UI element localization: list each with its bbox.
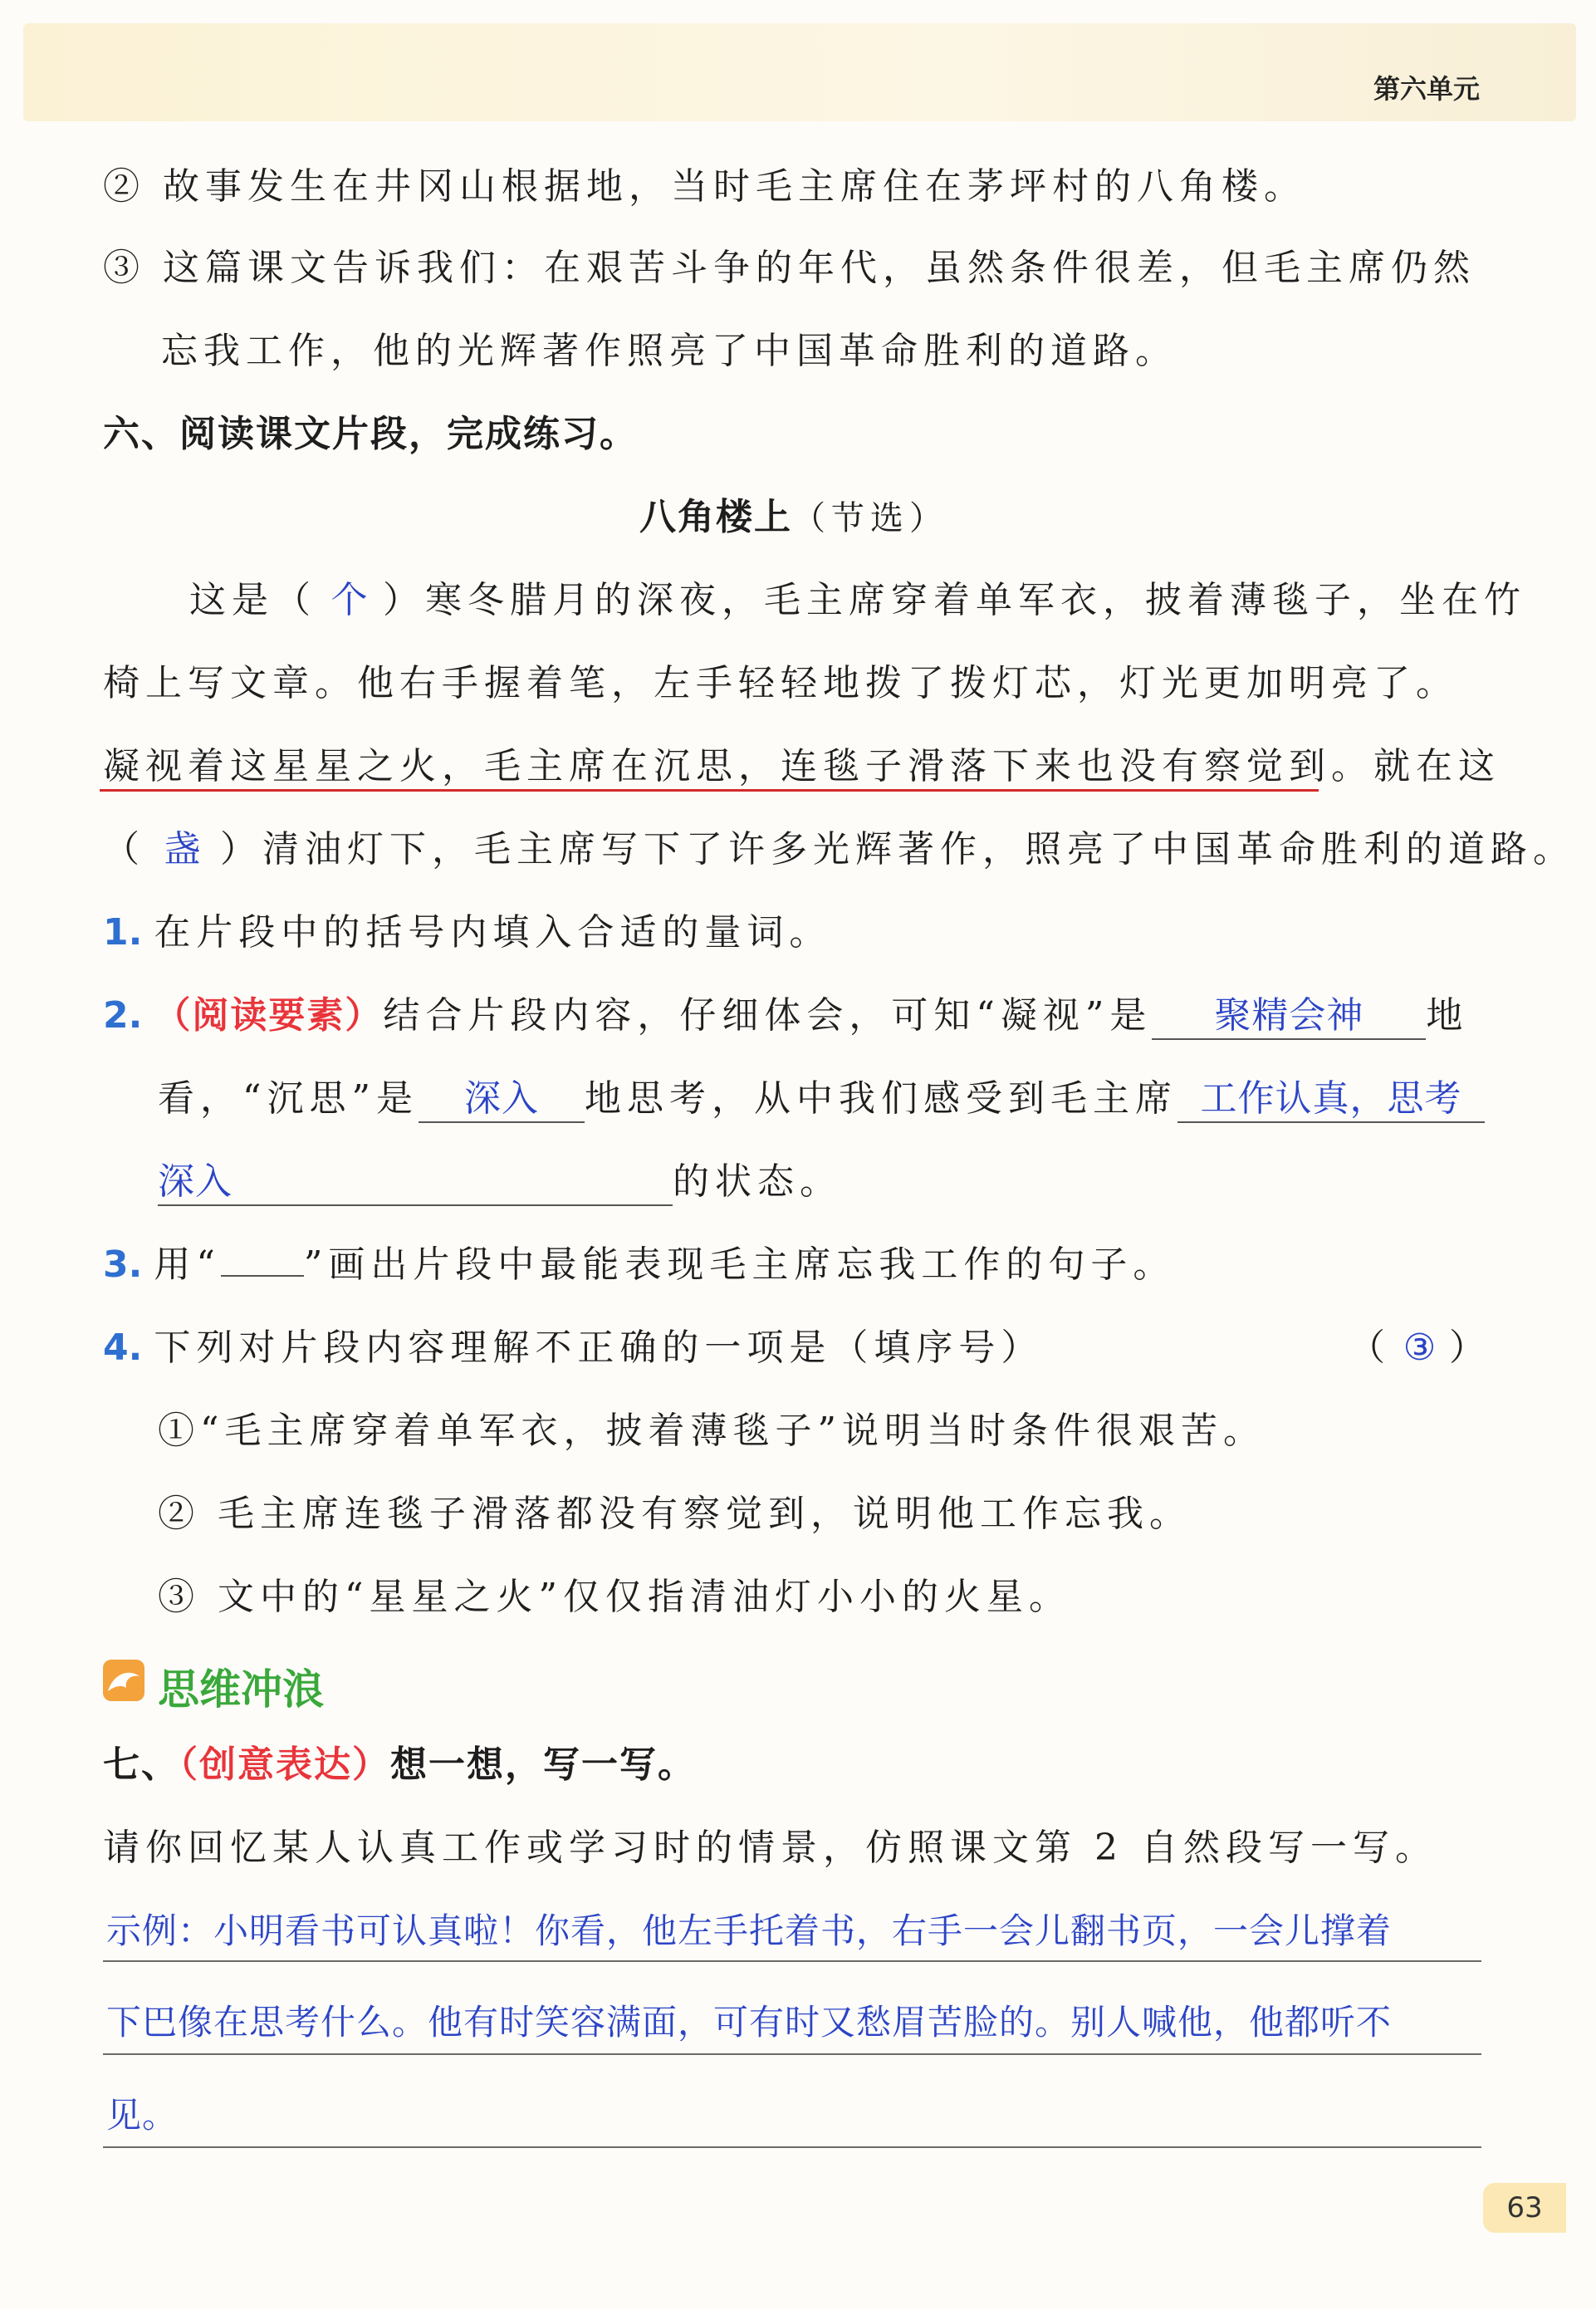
answer-blank-3a: 工作认真，思考 [1177, 1068, 1485, 1123]
question-3-number: 3. [103, 1243, 143, 1286]
question-4-option-3: ③ 文中的“星星之火”仅仅指清油灯小小的火星。 [158, 1576, 1071, 1618]
item-2-line: ② 故事发生在井冈山根据地，当时毛主席住在茅坪村的八角楼。 [103, 165, 1306, 208]
unit-label: 第六单元 [1373, 73, 1480, 105]
writing-rule-3 [103, 2146, 1481, 2148]
answer-line-1: 示例：小明看书可认真啦！你看，他左手托着书，右手一会儿翻书页，一会儿撑着 [106, 1910, 1393, 1951]
passage-line-4 [103, 819, 1575, 872]
question-4-number: 4. [103, 1327, 143, 1369]
creative-expression-tag: （创意表达） [179, 1744, 390, 1786]
reading-element-tag: （阅读要素） [154, 994, 384, 1037]
red-underline [100, 789, 1319, 792]
section7-heading-a: 七、 [103, 1744, 179, 1786]
question-2-text-e: 的状态。 [673, 1160, 842, 1203]
passage-line-3b: 。就在这 [1331, 745, 1501, 787]
question-2-text-b: 地 [1426, 994, 1469, 1037]
item-3-line: ③ 这篇课文告诉我们：在艰苦斗争的年代，虽然条件很差，但毛主席仍然 [103, 247, 1476, 289]
passage-line-2: 椅上写文章。他右手握着笔，左手轻轻地拨了拨灯芯，灯光更加明亮了。 [103, 662, 1458, 704]
underline-sample [221, 1275, 304, 1277]
question-1-text: 在片段中的括号内填入合适的量词。 [154, 911, 832, 954]
answer-blank-2: 深入 [419, 1068, 585, 1123]
writing-rule-1 [103, 1960, 1481, 1962]
question-2-text-c: 看，“沉思”是 [158, 1077, 419, 1120]
question-2-text-d: 地思考，从中我们感受到毛主席 [585, 1077, 1177, 1120]
passage-line-1 [189, 570, 1526, 623]
passage-title-note: （节选） [792, 499, 948, 537]
question-2-text-a: 结合片段内容，仔细体会，可知“凝视”是 [383, 994, 1153, 1037]
section7-heading-b: 想一想，写一写。 [390, 1744, 696, 1786]
section7-heading [103, 1734, 696, 1788]
question-2-number: 2. [103, 994, 143, 1037]
question-1-number: 1. [103, 911, 143, 954]
question-3-text-a: 用“ [154, 1243, 221, 1286]
header-band [23, 23, 1576, 121]
question-3-text-b: ”画出片段中最能表现毛主席忘我工作的句子。 [303, 1243, 1176, 1286]
paren-close: ） [1449, 1327, 1491, 1369]
answer-line-2: 下巴像在思考什么。他有时笑容满面，可有时又愁眉苦脸的。别人喊他，他都听不 [106, 2002, 1393, 2043]
section-title: 思维冲浪 [158, 1665, 324, 1714]
question-3 [103, 1234, 1175, 1287]
passage-line-1a: 这是（ [189, 579, 316, 621]
answer-blank-3b: 深入 [158, 1151, 673, 1206]
passage-line-4b: ）清油灯下，毛主席写下了许多光辉著作，照亮了中国革命胜利的道路。 [220, 828, 1575, 871]
item-3-continued: 忘我工作，他的光辉著作照亮了中国革命胜利的道路。 [161, 330, 1177, 372]
question-4-answer: ③ [1403, 1327, 1437, 1369]
question-4-option-1: ①“毛主席穿着单军衣，披着薄毯子”说明当时条件很艰苦。 [158, 1410, 1266, 1452]
key-sentence: 凝视着这星星之火，毛主席在沉思，连毯子滑落下来也没有察觉到 [103, 745, 1331, 787]
question-4-text: 下列对片段内容理解不正确的一项是（填序号） [154, 1327, 1044, 1369]
page-number: 63 [1483, 2183, 1566, 2233]
measure-word-answer-2: 盏 [164, 828, 202, 871]
passage-title-text: 八角楼上 [639, 496, 792, 538]
writing-rule-2 [103, 2053, 1481, 2055]
question-1 [103, 902, 831, 955]
answer-line-3: 见。 [106, 2095, 179, 2136]
paren-open: （ [1349, 1327, 1391, 1369]
question-2-line-1 [103, 985, 1468, 1040]
question-2-line-2 [158, 1068, 1485, 1123]
passage-line-4a: （ [103, 828, 145, 871]
question-4-answer-box [1349, 1317, 1491, 1371]
passage-title [639, 487, 948, 540]
section6-heading: 六、阅读课文片段，完成练习。 [103, 413, 638, 455]
wave-icon [103, 1660, 144, 1701]
measure-word-answer-1: 个 [330, 579, 369, 621]
section7-prompt: 请你回忆某人认真工作或学习时的情景，仿照课文第 2 自然段写一写。 [103, 1827, 1437, 1869]
passage-line-1b: ）寒冬腊月的深夜，毛主席穿着单军衣，披着薄毯子，坐在竹 [383, 579, 1526, 621]
question-4 [103, 1317, 1043, 1371]
question-4-option-2: ② 毛主席连毯子滑落都没有察觉到，说明他工作忘我。 [158, 1493, 1192, 1535]
passage-line-3 [103, 736, 1501, 789]
answer-blank-1: 聚精会神 [1152, 985, 1426, 1040]
question-2-line-3 [158, 1151, 842, 1206]
